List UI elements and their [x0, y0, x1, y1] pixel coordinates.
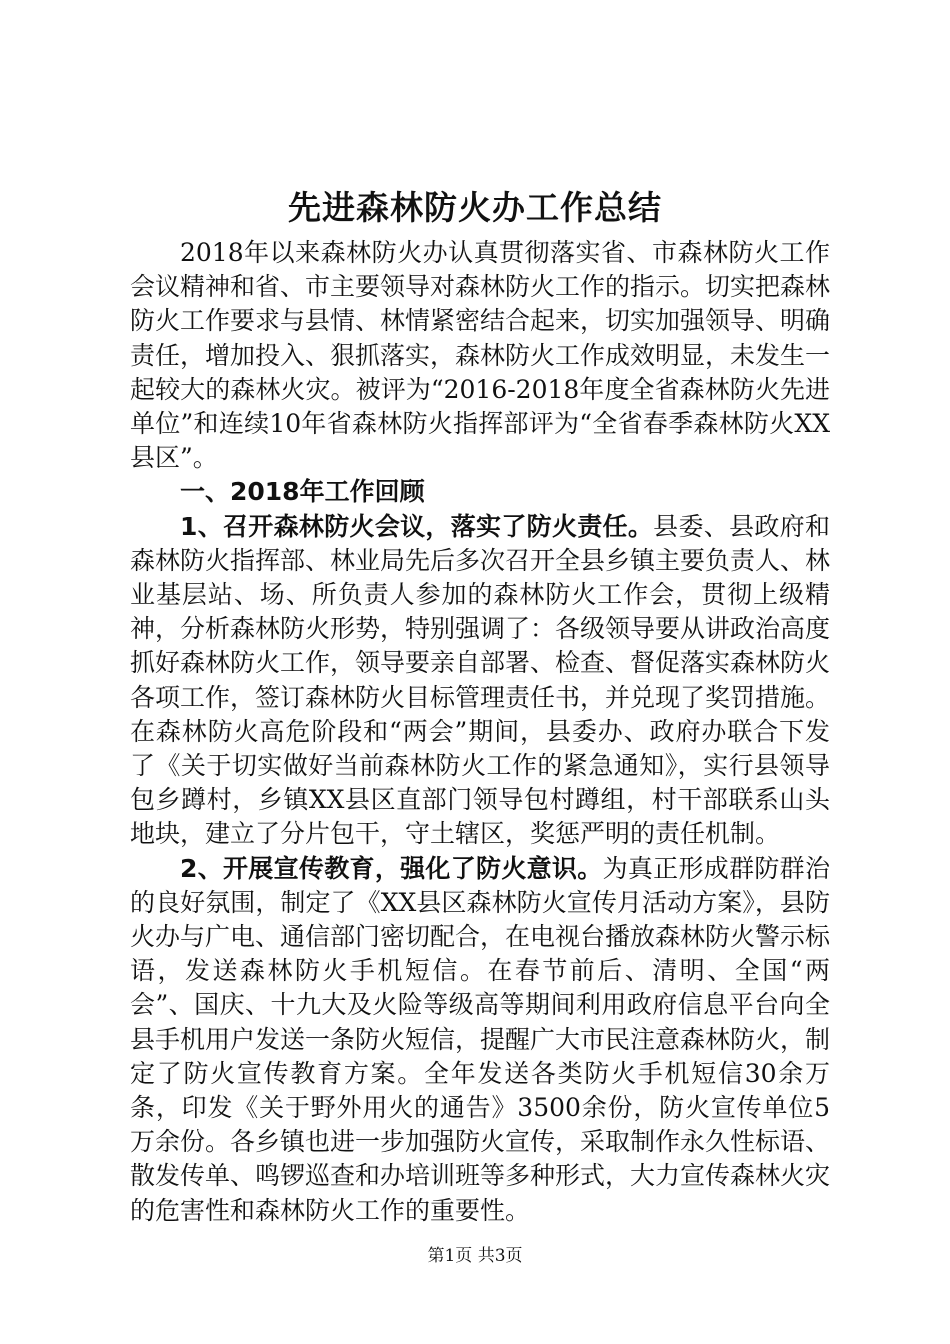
page-footer: 第1页 共3页 [427, 1246, 523, 1266]
section-heading: 一、2018年工作回顾 [180, 477, 425, 507]
item-2-text: 为真正形成群防群治的良好氛围，制定了《XX县区森林防火宣传月活动方案》，县防火办与广电、通信部门密切配合，在电视台播放森林防火警示标语，发送森林防火手机短信。在春节前后、清明、全国“两会”、国庆、十九大及火险等级高等期间利用政府信息平台向全县手机用户发送一条防火短信，提醒广大市民注意森林防火，制定了防火宣传教育方案。全年发送各类防火手机短信30余万条，印发《关于野外用火的通告》3500余份，防火宣传单位5万余份。各乡镇也进一步加强防火宣传，采取制作永久性标语、散发传单、鸣锣巡查和办培训班等多种形式，大力宣传森林火灾的危害性和森林防火工作的重要性。 [130, 853, 831, 1225]
item-1-text: 县委、县政府和森林防火指挥部、林业局先后多次召开全县乡镇主要负责人、林业基层站、场、所负责人参加的森林防火工作会，贯彻上级精神，分析森林防火形势，特别强调了：各级领导要从讲政治高度抓好森林防火工作，领导要亲自部署、检查、督促落实森林防火各项工作，签订森林防火目标管理责任书，并兑现了奖罚措施。在森林防火高危阶段和“两会”期间，县委办、政府办联合下发了《关于切实做好当前森林防火工作的紧急通知》，实行县领导包乡蹲村，乡镇XX县区直部门领导包村蹲组，村干部联系山头地块，建立了分片包干，守土辖区，奖惩严明的责任机制。 [130, 511, 831, 849]
item-1-paragraph [130, 510, 830, 852]
document-body [130, 236, 830, 1228]
item-2-paragraph [130, 852, 830, 1228]
document-title: 先进森林防火办工作总结 [288, 188, 662, 227]
item-1-lead: 1、召开森林防火会议，落实了防火责任。 [180, 511, 654, 541]
intro-paragraph: 2018年以来森林防火办认真贯彻落实省、市森林防火工作会议精神和省、市主要领导对森林防火工作的指示。切实把森林防火工作要求与县情、林情紧密结合起来，切实加强领导、明确责任，增加投入、狠抓落实，森林防火工作成效明显，未发生一起较大的森林火灾。被评为“2016-2018年度全省森林防火先进单位”和连续10年省森林防火指挥部评为“全省春季森林防火XX县区”。 [130, 238, 831, 473]
item-2-lead: 2、开展宣传教育，强化了防火意识。 [180, 853, 603, 883]
